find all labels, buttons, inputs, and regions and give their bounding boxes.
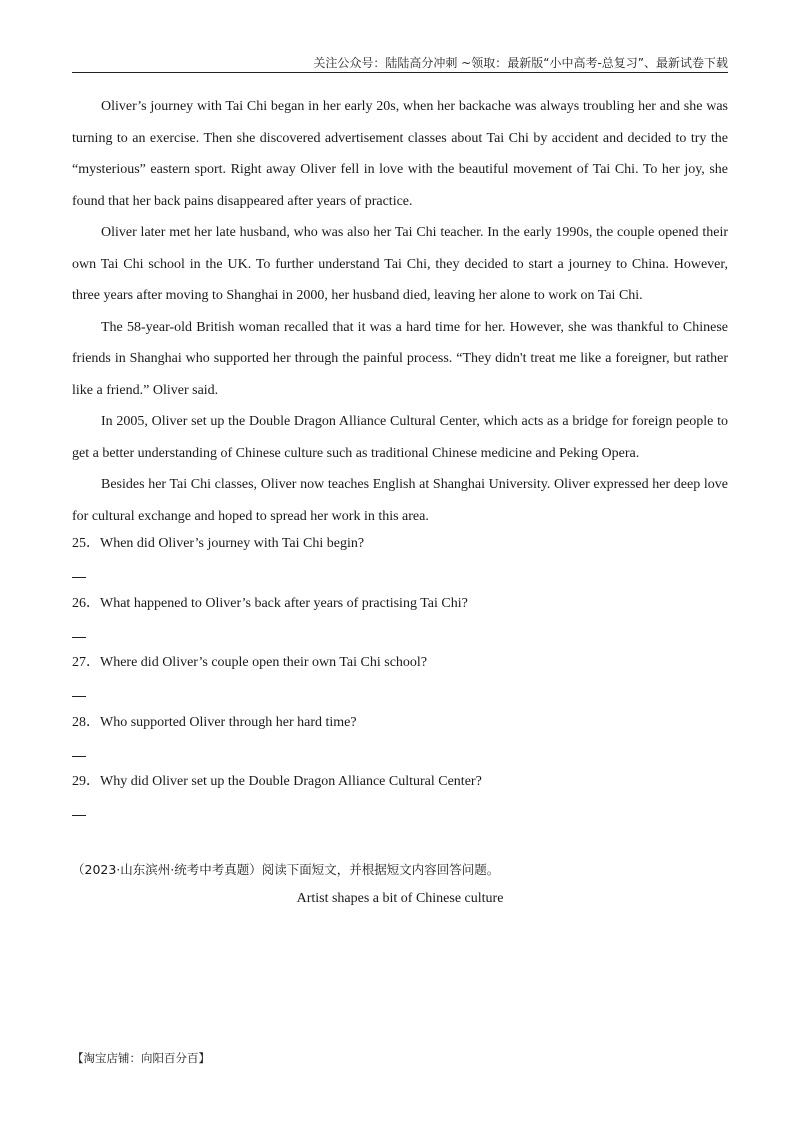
answer-blank[interactable]	[72, 637, 86, 638]
question-item	[72, 649, 728, 709]
question-item	[72, 530, 728, 590]
reading-passage	[72, 91, 728, 532]
passage-title: Artist shapes a bit of Chinese culture	[296, 891, 504, 906]
page-footer: 【淘宝店铺：向阳百分百】	[72, 1051, 210, 1065]
passage-paragraph: Besides her Tai Chi classes, Oliver now teaches English at Shanghai University. Oliver expressed her deep love for cultural exchange and hoped to spread her work in this area.	[72, 477, 728, 524]
question-text: 26．What happened to Oliver’s back after years of practising Tai Chi?	[72, 595, 468, 611]
page-header: 关注公众号：陆陆高分冲刺 ~领取：最新版“小中高考-总复习”、最新试卷下载	[313, 56, 728, 70]
question-text: 27．Where did Oliver’s couple open their own Tai Chi school?	[72, 655, 428, 670]
passage-paragraph: Oliver later met her late husband, who was also her Tai Chi teacher. In the early 1990s, the couple opened their own Tai Chi school in the UK. To further understand Tai Chi, they decided to start a journey to China. However, three years after moving to Shanghai in 2000, her husband died, leaving her alone to work on Tai Chi.	[72, 225, 728, 303]
passage-paragraph: Oliver’s journey with Tai Chi began in her early 20s, when her backache was always troubling her and she was turning to an exercise. Then she discovered advertisement classes about Tai Chi by accident and decided to try the “mysterious” eastern sport. Right away Oliver fell in love with the beautiful movement of Tai Chi. To her joy, she found that her back pains disappeared after years of practice.	[72, 99, 728, 209]
question-text: 28．Who supported Oliver through her hard time?	[72, 714, 357, 730]
section-source-note: （2023·山东滨州·统考中考真题）阅读下面短文，并根据短文内容回答问题。	[72, 862, 500, 877]
answer-blank[interactable]	[72, 756, 86, 757]
question-item	[72, 709, 728, 769]
header-divider	[72, 72, 728, 73]
question-item	[72, 590, 728, 650]
question-list	[72, 530, 728, 828]
passage-paragraph: In 2005, Oliver set up the Double Dragon Alliance Cultural Center, which acts as a bridge for foreign people to get a better understanding of Chinese culture such as traditional Chinese medicine and Peking Opera.	[72, 414, 728, 461]
question-item	[72, 768, 728, 828]
answer-blank[interactable]	[72, 696, 86, 697]
question-text: 25．When did Oliver’s journey with Tai Chi begin?	[72, 536, 365, 551]
passage-paragraph: The 58-year-old British woman recalled that it was a hard time for her. However, she was thankful to Chinese friends in Shanghai who supported her through the painful process. “They didn't treat me like a foreigner, but rather like a friend.” Oliver said.	[72, 319, 728, 398]
answer-blank[interactable]	[72, 815, 86, 816]
question-text: 29．Why did Oliver set up the Double Dragon Alliance Cultural Center?	[72, 774, 482, 789]
answer-blank[interactable]	[72, 577, 86, 578]
